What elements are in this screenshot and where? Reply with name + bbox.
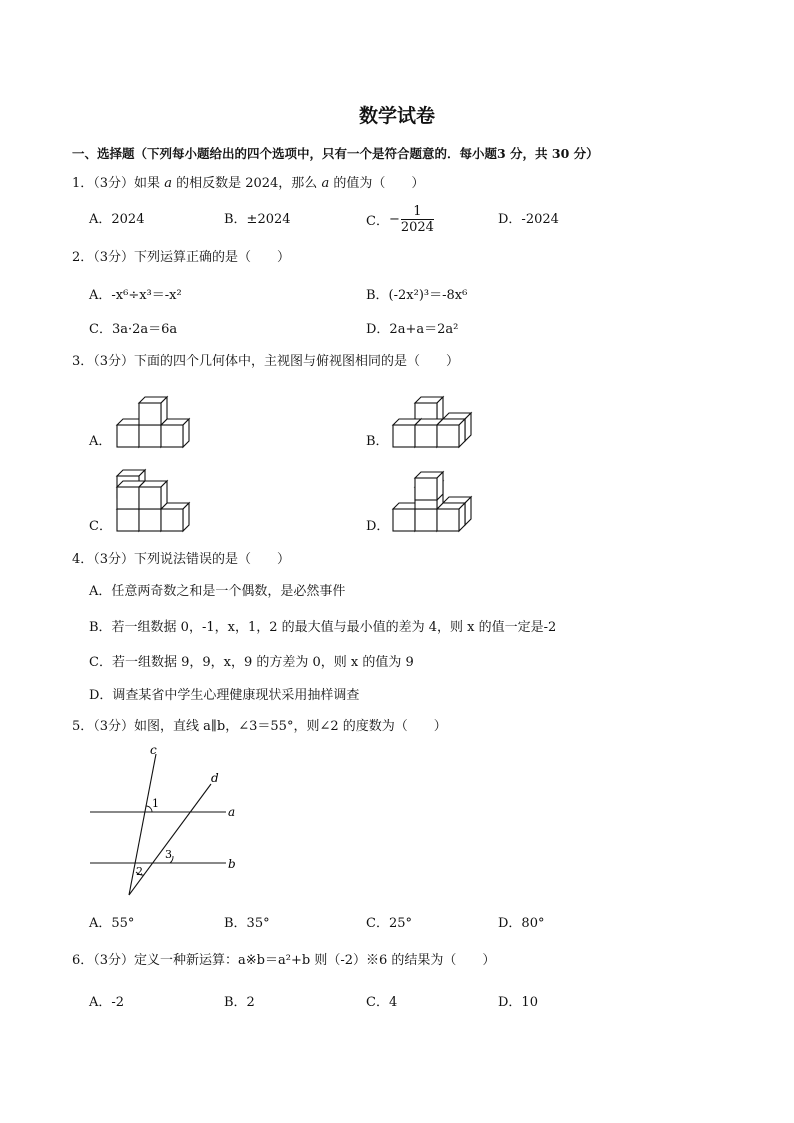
cube — [161, 419, 189, 447]
cube — [437, 419, 465, 447]
cube — [437, 503, 465, 531]
q5-option-b[interactable]: B．35° — [224, 916, 270, 931]
cube — [161, 503, 189, 531]
label-a: a — [228, 805, 236, 819]
solid-figure-c — [112, 468, 192, 532]
q1-option-c[interactable]: C．− $\frac{1}{2024}$ — [366, 204, 434, 235]
q3-option-b[interactable]: B． — [366, 434, 389, 449]
q4-option-a[interactable]: A．任意两奇数之和是一个偶数，是必然事件 — [89, 584, 346, 599]
q1-option-b[interactable]: B．±2024 — [224, 212, 291, 227]
q6-option-d[interactable]: D．10 — [498, 995, 538, 1010]
angle-label-3: 3 — [165, 848, 172, 861]
q4-option-c[interactable]: C．若一组数据 9，9，x，9 的方差为 0，则 x 的值为 9 — [89, 655, 414, 670]
cube — [415, 472, 443, 500]
q2-option-c[interactable]: C．3a·2a＝6a — [89, 322, 178, 337]
cube — [139, 397, 167, 425]
solid-figure-d — [388, 466, 468, 532]
question-1-stem: 1．（3分）如果 a 的相反数是 2024，那么 a 的值为（ ） — [72, 176, 425, 191]
label-b: b — [228, 857, 236, 871]
question-5-stem: 5．（3分）如图，直线 a∥b，∠3＝55°，则∠2 的度数为（ ） — [72, 719, 447, 734]
q5-option-d[interactable]: D．80° — [498, 916, 545, 931]
q1-option-c-fraction: $\frac{1}{2024}$ — [400, 204, 434, 235]
q1-option-d[interactable]: D．-2024 — [498, 212, 559, 227]
q6-option-c[interactable]: C．4 — [366, 995, 398, 1010]
line-d — [129, 784, 211, 895]
q1-option-a[interactable]: A．2024 — [89, 212, 145, 227]
solid-figure-b — [388, 386, 468, 448]
q5-option-a[interactable]: A．55° — [89, 916, 135, 931]
angle-label-2: 2 — [136, 865, 143, 878]
parallel-lines-figure — [80, 742, 250, 902]
q4-option-d[interactable]: D．调查某省中学生心理健康现状采用抽样调查 — [89, 688, 360, 703]
label-d: d — [211, 771, 219, 785]
angle-label-1: 1 — [152, 797, 159, 810]
q6-option-b[interactable]: B．2 — [224, 995, 255, 1010]
q3-option-c[interactable]: C． — [89, 519, 112, 534]
cube — [139, 481, 167, 509]
question-3-stem: 3．（3分）下面的四个几何体中，主视图与俯视图相同的是（ ） — [72, 354, 460, 369]
q3-option-d[interactable]: D． — [366, 519, 390, 534]
section-heading: 一、选择题（下列每小题给出的四个选项中，只有一个是符合题意的．每小题3 分，共 30 分） — [72, 146, 599, 161]
solid-figure-a — [112, 386, 192, 448]
label-c: c — [150, 743, 157, 757]
q2-option-b[interactable]: B．(-2x²)³＝-8x⁶ — [366, 288, 468, 303]
q4-option-b[interactable]: B．若一组数据 0，-1，x，1，2 的最大值与最小值的差为 4，则 x 的值一定是-2 — [89, 620, 557, 635]
q2-option-d[interactable]: D．2a+a＝2a² — [366, 322, 459, 337]
question-4-stem: 4．（3分）下列说法错误的是（ ） — [72, 552, 291, 567]
page-title: 数学试卷 — [358, 105, 435, 127]
q5-option-c[interactable]: C．25° — [366, 916, 412, 931]
q2-option-a[interactable]: A．-x⁶÷x³＝-x² — [89, 288, 182, 303]
question-2-stem: 2．（3分）下列运算正确的是（ ） — [72, 250, 291, 265]
q6-option-a[interactable]: A．-2 — [89, 995, 125, 1010]
q3-option-a[interactable]: A． — [89, 434, 112, 449]
question-6-stem: 6．（3分）定义一种新运算：a※b＝a²+b 则（-2）※6 的结果为（ ） — [72, 953, 496, 968]
